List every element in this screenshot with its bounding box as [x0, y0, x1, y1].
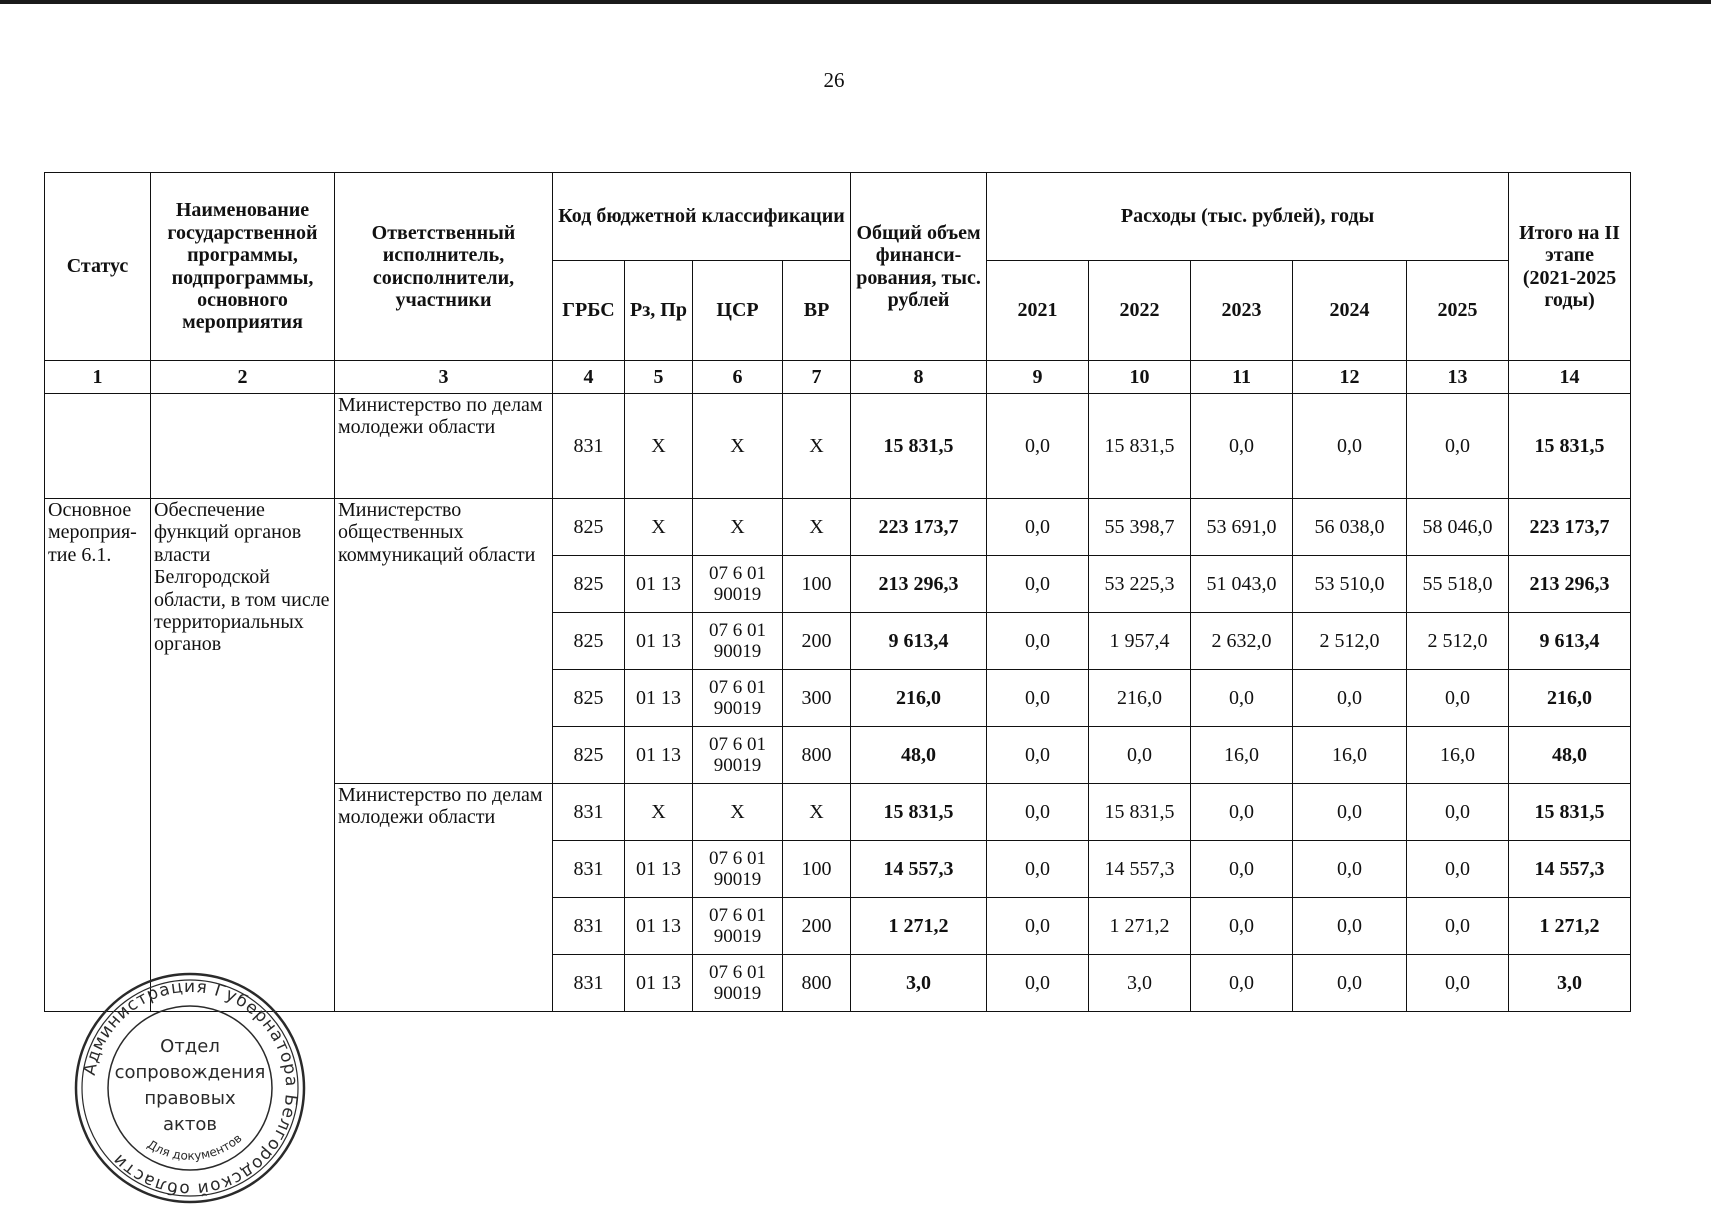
- cell-csr: X: [693, 784, 783, 841]
- cell-csr: 07 6 01 90019: [693, 670, 783, 727]
- cell-executor: Министерство по делам молодежи области: [335, 394, 553, 499]
- cell-2023: 0,0: [1191, 841, 1293, 898]
- cell-2024: 0,0: [1293, 394, 1407, 499]
- header-total-volume: Общий объем финанси-рования, тыс. рублей: [851, 173, 987, 361]
- cell-vr: 200: [783, 898, 851, 955]
- cell-csr: 07 6 01 90019: [693, 556, 783, 613]
- cell-2022: 216,0: [1089, 670, 1191, 727]
- header-stage-total-line2: (2021-2025 годы): [1522, 266, 1617, 311]
- cell-stage-total: 15 831,5: [1509, 784, 1631, 841]
- header-stage-total: [1509, 173, 1631, 361]
- cell-vr: 800: [783, 727, 851, 784]
- cell-2022: 15 831,5: [1089, 784, 1191, 841]
- cell-executor: Министерство общественных коммуникаций области: [335, 499, 553, 784]
- cell-grbs: 825: [553, 499, 625, 556]
- cell-rzpr: X: [625, 394, 693, 499]
- stamp-line: Отдел: [160, 1036, 220, 1057]
- cell-csr: 07 6 01 90019: [693, 955, 783, 1012]
- cell-stage-total: 3,0: [1509, 955, 1631, 1012]
- cell-grbs: 825: [553, 727, 625, 784]
- cell-total: 223 173,7: [851, 499, 987, 556]
- cell-2021: 0,0: [987, 784, 1089, 841]
- cell-rzpr: 01 13: [625, 955, 693, 1012]
- cell-vr: 300: [783, 670, 851, 727]
- cell-2025: 0,0: [1407, 670, 1509, 727]
- cell-rzpr: 01 13: [625, 670, 693, 727]
- scan-top-edge: [0, 0, 1711, 4]
- cell-name: Обеспечение функций органов власти Белгородской области, в том числе территориальных органов: [151, 499, 335, 1012]
- cell-stage-total: 14 557,3: [1509, 841, 1631, 898]
- stamp-bottom-text: Для документов: [144, 1131, 245, 1163]
- cell-grbs: 825: [553, 556, 625, 613]
- cell-2023: 0,0: [1191, 394, 1293, 499]
- cell-vr: 100: [783, 556, 851, 613]
- cell-name: [151, 394, 335, 499]
- cell-grbs: 825: [553, 613, 625, 670]
- svg-text:Для документов: [145, 1131, 245, 1163]
- cell-csr: 07 6 01 90019: [693, 898, 783, 955]
- stamp-line: сопровождения: [114, 1062, 266, 1083]
- cell-grbs: 831: [553, 898, 625, 955]
- cell-vr: 800: [783, 955, 851, 1012]
- cell-total: 15 831,5: [851, 784, 987, 841]
- header-year-2022: 2022: [1089, 261, 1191, 361]
- cell-csr: X: [693, 394, 783, 499]
- cell-grbs: 831: [553, 784, 625, 841]
- header-csr: ЦСР: [693, 261, 783, 361]
- cell-total: 48,0: [851, 727, 987, 784]
- column-number: 7: [783, 361, 851, 394]
- cell-stage-total: 1 271,2: [1509, 898, 1631, 955]
- cell-rzpr: 01 13: [625, 898, 693, 955]
- header-expenses: Расходы (тыс. рублей), годы: [987, 173, 1509, 261]
- cell-grbs: 825: [553, 670, 625, 727]
- cell-rzpr: X: [625, 499, 693, 556]
- page-number: 26: [823, 68, 845, 92]
- header-status: Статус: [45, 173, 151, 361]
- header-vr: ВР: [783, 261, 851, 361]
- cell-2021: 0,0: [987, 556, 1089, 613]
- cell-2021: 0,0: [987, 613, 1089, 670]
- cell-executor: Министерство по делам молодежи области: [335, 784, 553, 1012]
- cell-vr: 100: [783, 841, 851, 898]
- cell-stage-total: 213 296,3: [1509, 556, 1631, 613]
- stamp-outer-text: Администрация Губернатора Белгородской области: [79, 976, 302, 1200]
- cell-total: 14 557,3: [851, 841, 987, 898]
- column-number: 14: [1509, 361, 1631, 394]
- cell-2021: 0,0: [987, 841, 1089, 898]
- cell-grbs: 831: [553, 955, 625, 1012]
- cell-rzpr: 01 13: [625, 841, 693, 898]
- cell-stage-total: 48,0: [1509, 727, 1631, 784]
- table-row: [45, 499, 1631, 556]
- cell-2022: 14 557,3: [1089, 841, 1191, 898]
- cell-2023: 51 043,0: [1191, 556, 1293, 613]
- cell-stage-total: 9 613,4: [1509, 613, 1631, 670]
- cell-2022: 1 271,2: [1089, 898, 1191, 955]
- cell-vr: X: [783, 784, 851, 841]
- cell-2022: 0,0: [1089, 727, 1191, 784]
- cell-2024: 0,0: [1293, 898, 1407, 955]
- cell-2024: 0,0: [1293, 955, 1407, 1012]
- cell-csr: 07 6 01 90019: [693, 727, 783, 784]
- budget-table: [44, 172, 1631, 1012]
- stamp-line: правовых: [144, 1088, 236, 1109]
- column-number: 5: [625, 361, 693, 394]
- cell-2025: 16,0: [1407, 727, 1509, 784]
- cell-vr: X: [783, 499, 851, 556]
- cell-grbs: 831: [553, 394, 625, 499]
- cell-2023: 2 632,0: [1191, 613, 1293, 670]
- cell-stage-total: 216,0: [1509, 670, 1631, 727]
- cell-grbs: 831: [553, 841, 625, 898]
- cell-2021: 0,0: [987, 955, 1089, 1012]
- cell-2024: 53 510,0: [1293, 556, 1407, 613]
- cell-2024: 0,0: [1293, 784, 1407, 841]
- cell-2022: 15 831,5: [1089, 394, 1191, 499]
- column-number: 9: [987, 361, 1089, 394]
- cell-2024: 16,0: [1293, 727, 1407, 784]
- column-number: 12: [1293, 361, 1407, 394]
- cell-vr: 200: [783, 613, 851, 670]
- column-number: 3: [335, 361, 553, 394]
- table-row: [45, 394, 1631, 499]
- cell-rzpr: 01 13: [625, 613, 693, 670]
- header-year-2025: 2025: [1407, 261, 1509, 361]
- column-number: 6: [693, 361, 783, 394]
- cell-2021: 0,0: [987, 394, 1089, 499]
- cell-2025: 58 046,0: [1407, 499, 1509, 556]
- cell-2021: 0,0: [987, 499, 1089, 556]
- cell-2023: 0,0: [1191, 898, 1293, 955]
- cell-total: 213 296,3: [851, 556, 987, 613]
- column-number: 13: [1407, 361, 1509, 394]
- stamp-line: актов: [162, 1114, 218, 1135]
- cell-2021: 0,0: [987, 670, 1089, 727]
- cell-2025: 0,0: [1407, 841, 1509, 898]
- cell-2025: 55 518,0: [1407, 556, 1509, 613]
- cell-2025: 2 512,0: [1407, 613, 1509, 670]
- cell-2022: 53 225,3: [1089, 556, 1191, 613]
- cell-2023: 53 691,0: [1191, 499, 1293, 556]
- column-number: 4: [553, 361, 625, 394]
- cell-2024: 0,0: [1293, 841, 1407, 898]
- column-number-row: [45, 361, 1631, 394]
- cell-2024: 0,0: [1293, 670, 1407, 727]
- cell-2023: 0,0: [1191, 784, 1293, 841]
- cell-2023: 0,0: [1191, 670, 1293, 727]
- cell-2021: 0,0: [987, 898, 1089, 955]
- cell-stage-total: 15 831,5: [1509, 394, 1631, 499]
- column-number: 2: [151, 361, 335, 394]
- column-number: 1: [45, 361, 151, 394]
- cell-2024: 56 038,0: [1293, 499, 1407, 556]
- cell-total: 216,0: [851, 670, 987, 727]
- cell-csr: 07 6 01 90019: [693, 841, 783, 898]
- header-grbs: ГРБС: [553, 261, 625, 361]
- cell-rzpr: X: [625, 784, 693, 841]
- cell-csr: X: [693, 499, 783, 556]
- cell-2022: 1 957,4: [1089, 613, 1191, 670]
- cell-status: [45, 394, 151, 499]
- header-year-2021: 2021: [987, 261, 1089, 361]
- column-number: 10: [1089, 361, 1191, 394]
- header-executor: Ответственный исполнитель, соисполнители, участники: [335, 173, 553, 361]
- cell-2025: 0,0: [1407, 898, 1509, 955]
- cell-rzpr: 01 13: [625, 556, 693, 613]
- cell-2024: 2 512,0: [1293, 613, 1407, 670]
- header-stage-total-line1: Итого на II этапе: [1519, 221, 1620, 267]
- cell-total: 15 831,5: [851, 394, 987, 499]
- cell-total: 1 271,2: [851, 898, 987, 955]
- header-rzpr: Рз, Пр: [625, 261, 693, 361]
- cell-csr: 07 6 01 90019: [693, 613, 783, 670]
- cell-total: 3,0: [851, 955, 987, 1012]
- header-name: Наименование государственной программы, подпрограммы, основного мероприятия: [151, 173, 335, 361]
- cell-2021: 0,0: [987, 727, 1089, 784]
- cell-2022: 3,0: [1089, 955, 1191, 1012]
- cell-2022: 55 398,7: [1089, 499, 1191, 556]
- cell-vr: X: [783, 394, 851, 499]
- header-budget-code: Код бюджетной классификации: [553, 173, 851, 261]
- column-number: 8: [851, 361, 987, 394]
- header-row-top: [45, 173, 1631, 261]
- cell-rzpr: 01 13: [625, 727, 693, 784]
- official-stamp: [70, 968, 310, 1208]
- cell-2025: 0,0: [1407, 784, 1509, 841]
- column-number: 11: [1191, 361, 1293, 394]
- cell-total: 9 613,4: [851, 613, 987, 670]
- cell-2023: 16,0: [1191, 727, 1293, 784]
- cell-2025: 0,0: [1407, 394, 1509, 499]
- cell-status: Основное мероприя-тие 6.1.: [45, 499, 151, 1012]
- cell-2025: 0,0: [1407, 955, 1509, 1012]
- header-year-2024: 2024: [1293, 261, 1407, 361]
- cell-2023: 0,0: [1191, 955, 1293, 1012]
- header-year-2023: 2023: [1191, 261, 1293, 361]
- cell-stage-total: 223 173,7: [1509, 499, 1631, 556]
